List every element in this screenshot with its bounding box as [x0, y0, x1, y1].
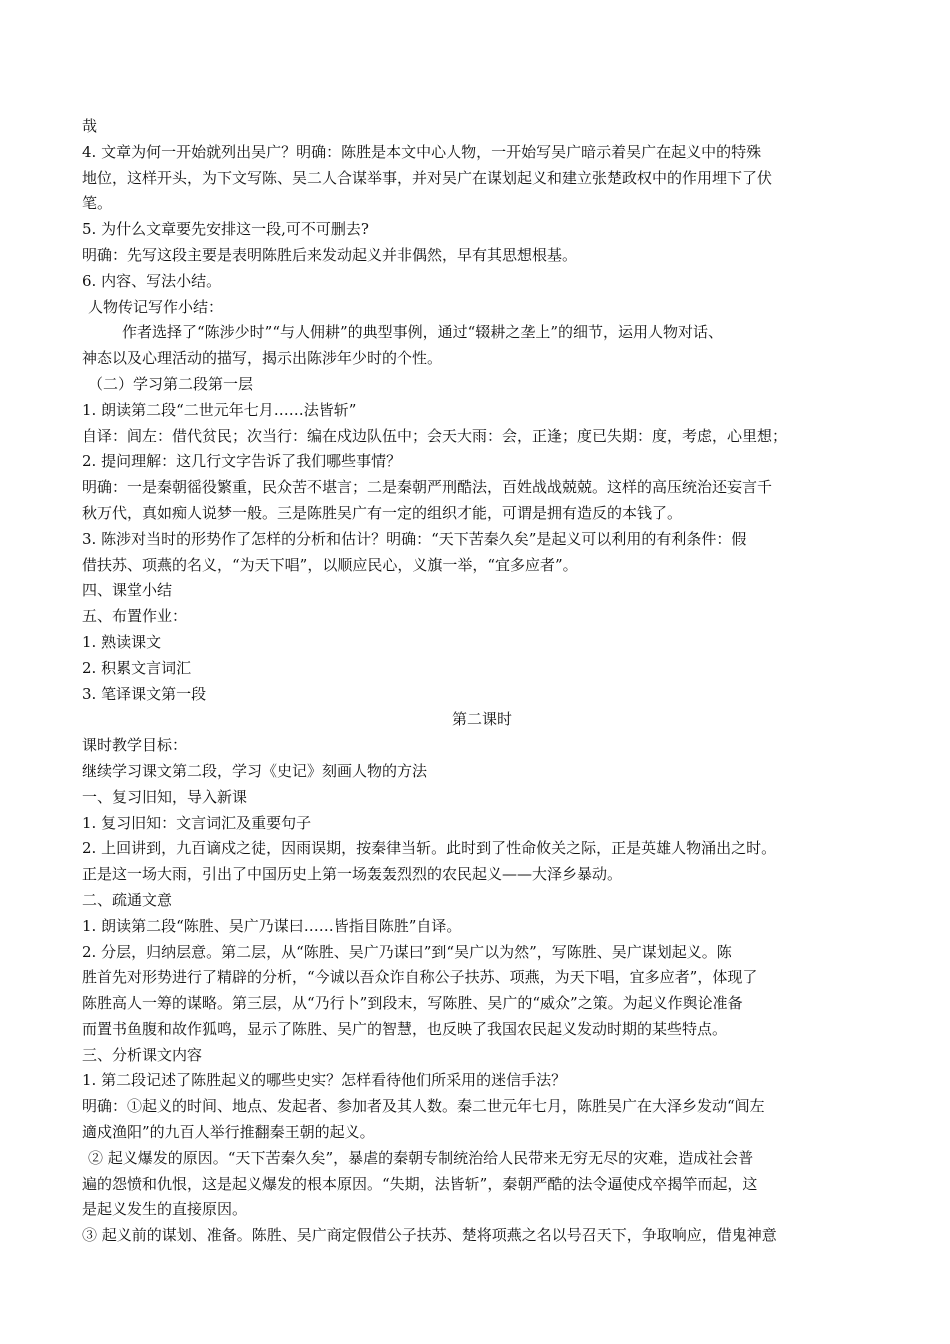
- text-line: 继续学习课文第二段，学习《史记》刻画人物的方法: [82, 761, 428, 780]
- text-line: 地位，这样开头，为下文写陈、吴二人合谋举事，并对吴广在谋划起义和建立张楚政权中的作用埋下了伏: [82, 168, 773, 187]
- text-line: 明确：一是秦朝徭役繁重，民众苦不堪言；二是秦朝严刑酷法，百姓战战兢兢。这样的高压统治还妄言千: [82, 478, 773, 497]
- text-line: 1. 复习旧知：文言词汇及重要句子: [82, 813, 312, 832]
- text-line: 神态以及心理活动的描写，揭示出陈涉年少时的个性。: [82, 349, 443, 368]
- text-line: 明确：先写这段主要是表明陈胜后来发动起义并非偶然，早有其思想根基。: [82, 245, 578, 264]
- text-line: 1. 朗读第二段“陈胜、吴广乃谋曰……皆指目陈胜”自译。: [82, 916, 462, 935]
- text-line: 正是这一场大雨，引出了中国历史上第一场轰轰烈烈的农民起义——大泽乡暴动。: [82, 865, 623, 884]
- text-line: 明确：①起义的时间、地点、发起者、参加者及其人数。秦二世元年七月，陈胜吴广在大泽乡发动“闾左: [82, 1097, 765, 1116]
- text-line: 一、复习旧知，导入新课: [82, 787, 248, 806]
- text-line: 陈胜高人一筹的谋略。第三层，从“乃行卜”到段末，写陈胜、吴广的“威众”之策。为起义作舆论准备: [82, 994, 743, 1013]
- text-line: 2. 上回讲到，九百谪戍之徒，因雨误期，按秦律当斩。此时到了性命攸关之际，正是英雄人物涌出之时。: [82, 839, 777, 858]
- document-page: [82, 114, 882, 1249]
- text-line: 哉: [82, 117, 98, 135]
- text-line: 1. 朗读第二段“二世元年七月……法皆斩”: [82, 400, 357, 419]
- text-line: 借扶苏、项燕的名义，“为天下唱”，以顺应民心，义旗一举，“宜多应者”。: [82, 555, 578, 574]
- text-line: 3. 笔译课文第一段: [82, 684, 207, 703]
- text-line: 遍的怨愤和仇恨，这是起义爆发的根本原因。“失期，法皆斩”，秦朝严酷的法令逼使戍卒揭竿而起，这: [82, 1174, 758, 1193]
- text-line: 四、课堂小结: [82, 581, 173, 600]
- text-line: 胜首先对形势进行了精辟的分析，“今诚以吾众诈自称公子扶苏、项燕，为天下唱，宜多应者”，体现了: [82, 968, 758, 987]
- text-line: 3. 陈涉对当时的形势作了怎样的分析和估计？明确：“天下苦秦久矣”是起义可以利用的有利条件：假: [82, 529, 747, 548]
- text-line: 是起义发生的直接原因。: [82, 1200, 248, 1219]
- text-line: 第二课时: [451, 710, 512, 729]
- text-line: 5. 为什么文章要先安排这一段,可不可删去?: [82, 220, 369, 239]
- text-line: 作者选择了“陈涉少时”“与人佣耕”的典型事例，通过“辍耕之垄上”的细节，运用人物对话、: [122, 323, 724, 342]
- text-line: 秋万代，真如痴人说梦一般。三是陈胜吴广有一定的组织才能，可谓是拥有造反的本钱了。: [82, 503, 683, 522]
- text-line: 五、布置作业：: [82, 607, 188, 626]
- text-line: 1. 第二段记述了陈胜起义的哪些史实？怎样看待他们所采用的迷信手法？: [82, 1071, 567, 1090]
- text-line: （二）学习第二段第一层: [88, 374, 254, 393]
- text-line: 4. 文章为何一开始就列出吴广？明确：陈胜是本文中心人物，一开始写吴广暗示着吴广在起义中的特殊: [82, 142, 762, 161]
- text-line: 適戍渔阳”的九百人举行推翻秦王朝的起义。: [82, 1123, 375, 1142]
- text-line: 人物传记写作小结：: [88, 297, 224, 316]
- text-line: 自译：闾左：借代贫民；次当行：编在戍边队伍中；会天大雨：会，正逢；度已失期：度，考虑，心里想；: [82, 426, 788, 445]
- text-line: 1. 熟读课文: [82, 632, 162, 651]
- text-line: 笔。: [82, 194, 113, 213]
- text-line: 三、分析课文内容: [82, 1045, 203, 1064]
- text-line: 二、疏通文意: [82, 890, 173, 909]
- text-line: 2. 分层，归纳层意。第二层，从“陈胜、吴广乃谋曰”到“吴广以为然”，写陈胜、吴广谋划起义。陈: [82, 942, 732, 961]
- text-line: 2. 提问理解：这几行文字告诉了我们哪些事情？: [82, 452, 402, 471]
- text-line: 而置书鱼腹和故作狐鸣，显示了陈胜、吴广的智慧，也反映了我国农民起义发动时期的某些特点。: [82, 1019, 728, 1038]
- text-line: 课时教学目标：: [82, 736, 188, 755]
- text-line: 6. 内容、写法小结。: [82, 271, 222, 290]
- text-line: ② 起义爆发的原因。“天下苦秦久矣”，暴虐的秦朝专制统治给人民带来无穷无尽的灾难，造成社会普: [88, 1148, 754, 1167]
- text-line: 2. 积累文言词汇: [82, 658, 192, 677]
- text-line: ③ 起义前的谋划、准备。陈胜、吴广商定假借公子扶苏、楚将项燕之名以号召天下，争取响应，借鬼神意: [82, 1226, 777, 1245]
